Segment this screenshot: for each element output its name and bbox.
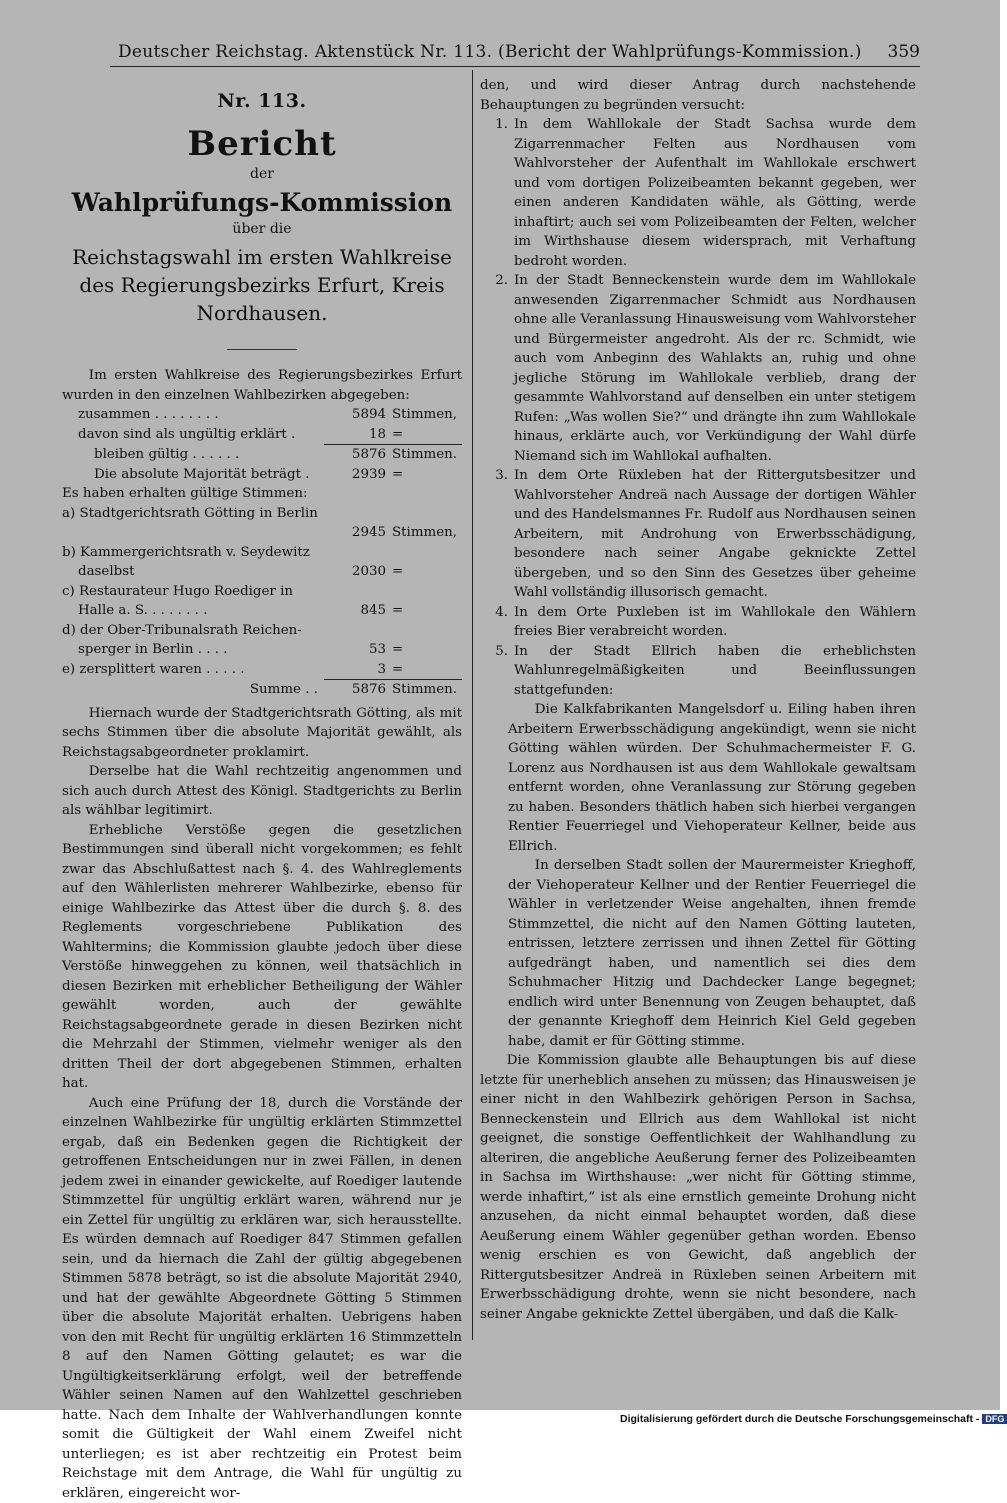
vote-tally: [62, 405, 462, 700]
tally-sum-row: Summe . . 5876 Stimmen.: [62, 679, 462, 700]
paragraph: Derselbe hat die Wahl rechtzeitig angenommen und sich auch durch Attest des Königl. Stadtgerichts zu Berlin als wählbar legitimirt.: [62, 762, 462, 821]
title-ueber: über die: [62, 219, 462, 239]
title-separator: [227, 349, 297, 350]
tally-row: davon sind als ungültig erklärt . 18 =: [62, 425, 462, 445]
list-item: 4. In dem Orte Puxleben ist im Wahllokale den Wählern freies Bier verabreicht worden.: [480, 603, 916, 642]
intro-paragraph: Im ersten Wahlkreise des Regierungsbezirkes Erfurt wurden in den einzelnen Wahlbezirken abgegeben:: [62, 366, 462, 405]
tally-row: Die absolute Majorität beträgt . 2939 =: [62, 465, 462, 485]
dfg-logo: DFG: [982, 1414, 1007, 1424]
paragraph: Die Kalkfabrikanten Mangelsdorf u. Eiling haben ihren Arbeitern Erwerbsschädigung angekündigt, wenn sie nicht Götting wählen würden. Der Schuhmachermeister F. G. Lorenz aus Nordhausen ist aus dem Wahllokale gewaltsam entfernt worden, ohne Veranlassung zur Störung gegeben zu haben. Besonders thätlich haben sich hierbei vergangen Rentier Feuerriegel und Viehoperateur Kellner, beide aus Ellrich.: [480, 700, 916, 856]
candidate-row: sperger in Berlin . . . . 53 =: [62, 640, 462, 660]
document-title: Bericht: [62, 124, 462, 164]
digitization-credit: [620, 1413, 998, 1429]
paragraph: Hiernach wurde der Stadtgerichtsrath Götting, als mit sechs Stimmen über die absolute Majorität gewählt, als Reichstagsabgeordneter proklamirt.: [62, 704, 462, 763]
list-item: 2. In der Stadt Benneckenstein wurde dem im Wahllokale anwesenden Zigarrenmacher Schmidt aus Nordhausen ohne alle Veranlassung Hinausweisung vom Wahlvorsteher und Bürgermeister angedroht. Als der rc. Schmidt, wie auch vom Anbeginn des Wahlakts an, ruhig und ohne jegliche Störung im Wahllokale verblieb, drang der gesammte Wahlvorstand auf denselben ein unter stetigem Rufen: „Was wollen Sie?“ und drängte ihn zum Wahllokale hinaus, erklärte auch, vor Verkündigung der Wahl dürfe Niemand sich im Wahllokal aufhalten.: [480, 271, 916, 466]
running-header: [110, 36, 920, 68]
commission-name: Wahlprüfungs-Kommission: [62, 188, 462, 217]
document-number: Nr. 113.: [62, 90, 462, 112]
allegations-list: [480, 115, 916, 700]
tally-row: zusammen . . . . . . . . 5894 Stimmen,: [62, 405, 462, 425]
candidate-row: d) der Ober-Tribunalsrath Reichen-: [62, 621, 462, 641]
page-number: 359: [888, 42, 920, 62]
candidate-row: b) Kammergerichtsrath v. Seydewitz: [62, 543, 462, 563]
header-title: Deutscher Reichstag. Aktenstück Nr. 113. (Bericht der Wahlprüfungs-Kommission.): [118, 42, 862, 62]
title-der: der: [62, 164, 462, 184]
paragraph: Die Kommission glaubte alle Behauptungen bis auf diese letzte für unerheblich ansehen zu müssen; das Hinausweisen je einer nicht in den Wahlbezirk gehörigen Person in Sachsa, Benneckenstein und Ellrich aus dem Wahllokal ist nicht geeignet, die sonstige Oeffentlichkeit der Wahlhandlung zu alteriren, die angebliche Aeußerung ferner des Polizeibeamten in Sachsa im Wirthshause: „wer nicht für Götting stimme, werde inhaftirt,“ ist als eine ernstlich gemeinte Drohung nicht anzusehen, da nicht einmal behauptet worden, daß diese Aeußerung einem Wähler gegenüber gethan worden. Ebenso wenig erschien es von Gewicht, daß angeblich der Rittergutsbesitzer Andreä in Rüxleben seinen Arbeitern mit Erwerbsschädigung drohte, wenn sie nicht besondere, nach seiner Angabe geknickte Zettel übergäben, und daß die Kalk-: [480, 1051, 916, 1324]
list-item: 3. In dem Orte Rüxleben hat der Rittergutsbesitzer und Wahlvorsteher Andreä nach Aussage der dortigen Wähler und des Handelsmannes Fr. Rudolf aus Nordhausen seinen Arbeitern, mit Androhung von Erwerbsschädigung, besondere nach seiner Angabe geknickte Zettel übergeben, und so den Sinn des Gesetzes über geheime Wahl vollständig illusorisch gemacht.: [480, 466, 916, 603]
candidate-row: Halle a. S. . . . . . . . 845 =: [62, 601, 462, 621]
list-item: 1. In dem Wahllokale der Stadt Sachsa wurde dem Zigarrenmacher Felten aus Nordhausen vom Wahlvorsteher der Aufenthalt im Wahllokale erschwert und vom dortigen Polizeibeamten bekannt gegeben, wer einen anderen Kandidaten wähle, als Götting, werde inhaftirt; auch sei vom Polizeibeamten der Felten, welcher im Wirthshause diesem widersprach, mit Verhaftung bedroht worden.: [480, 115, 916, 271]
right-column: [480, 76, 916, 1324]
paragraph: In derselben Stadt sollen der Maurermeister Krieghoff, der Viehoperateur Kellner und der Rentier Feuerriegel die Wähler in verletzender Weise angehalten, ihnen fremde Stimmzettel, die nicht auf den Namen Götting lauteten, entrissen, letztere zerrissen und ihnen Zettel für Götting aufgedrängt haben, und namentlich sei dies dem Schuhmacher Hitzig und Dachdecker Lange begegnet; endlich wird unter Benennung von Zeugen behauptet, daß der genannte Krieghoff dem Heinrich Kiel Geld gegeben habe, damit er für Götting stimme.: [480, 856, 916, 1051]
tally-row: Es haben erhalten gültige Stimmen:: [62, 484, 462, 504]
candidate-row: e) zersplittert waren . . . . . 3 =: [62, 660, 462, 680]
tally-row: bleiben gültig . . . . . . 5876 Stimmen.: [62, 444, 462, 465]
candidate-row: 2945 Stimmen,: [62, 523, 462, 543]
paragraph: Auch eine Prüfung der 18, durch die Vorstände der einzelnen Wahlbezirke für ungültig erklärten Stimmzettel ergab, daß ein Bedenken gegen die Richtigkeit der getroffenen Entscheidungen nur in zwei Fällen, in denen jedem zwei in einander gewickelte, auf Roediger lautende Stimmzettel für ungültig erklärt waren, während nur je ein Zettel für ungültig zu erklären war, sich herausstellte. Es würden demnach auf Roediger 847 Stimmen gefallen sein, und da hiernach die Zahl der gültig abgegebenen Stimmen 5878 beträgt, so ist die absolute Majorität 2940, und hat der gewählte Abgeordnete Götting 5 Stimmen über die absolute Majorität erhalten. Uebrigens haben von den mit Recht für ungültig erklärten 16 Stimmzetteln 8 auf den Namen Götting gelautet; es war die Ungültigkeitserklärung erfolgt, weil der betreffende Wähler seinen Namen auf den Wahlzettel geschrieben hatte. Nach dem Inhalte der Wahlverhandlungen konnte somit die Gültigkeit der Wahl einem Zweifel nicht unterliegen; es ist aber rechtzeitig ein Protest beim Reichstage mit dem Antrage, die Wahl für ungültig zu erklären, eingereicht wor-: [62, 1094, 462, 1503]
paragraph: den, und wird dieser Antrag durch nachstehende Behauptungen zu begründen versucht:: [480, 76, 916, 115]
paragraph: Erhebliche Verstöße gegen die gesetzlichen Bestimmungen sind überall nicht vorgekommen; es fehlt zwar das Abschlußattest nach §. 4. des Wahlreglements auf den Wählerlisten mehrerer Wahlbezirke, ebenso für einige Wahlbezirke das Attest über die durch §. 8. des Reglements vorgeschriebene Publikation des Wahltermins; die Kommission glaubte jedoch über diese Verstöße hinweggehen zu können, weil thatsächlich in diesen Bezirken mit erheblicher Betheiligung der Wähler gewählt worden, auch der gewählte Reichstagsabgeordnete gerade in diesen Bezirken nicht die Mehrzahl der Stimmen, vielmehr weniger als den dritten Theil der dort abgegebenen Stimmen, erhalten hat.: [62, 821, 462, 1094]
candidate-row: c) Restaurateur Hugo Roediger in: [62, 582, 462, 602]
left-column: [62, 90, 462, 1503]
candidate-row: daselbst 2030 =: [62, 562, 462, 582]
candidate-row: a) Stadtgerichtsrath Götting in Berlin: [62, 504, 462, 524]
report-subject: Reichstagswahl im ersten Wahlkreise des Regierungsbezirks Erfurt, Kreis Nordhausen.: [62, 243, 462, 327]
column-divider: [472, 70, 473, 1340]
credit-text: Digitalisierung gefördert durch die Deutsche Forschungsgemeinschaft -: [620, 1413, 979, 1425]
header-rule: [110, 66, 920, 67]
list-item: 5. In der Stadt Ellrich haben die erheblichsten Wahlunregelmäßigkeiten und Beeinflussungen stattgefunden:: [480, 642, 916, 701]
